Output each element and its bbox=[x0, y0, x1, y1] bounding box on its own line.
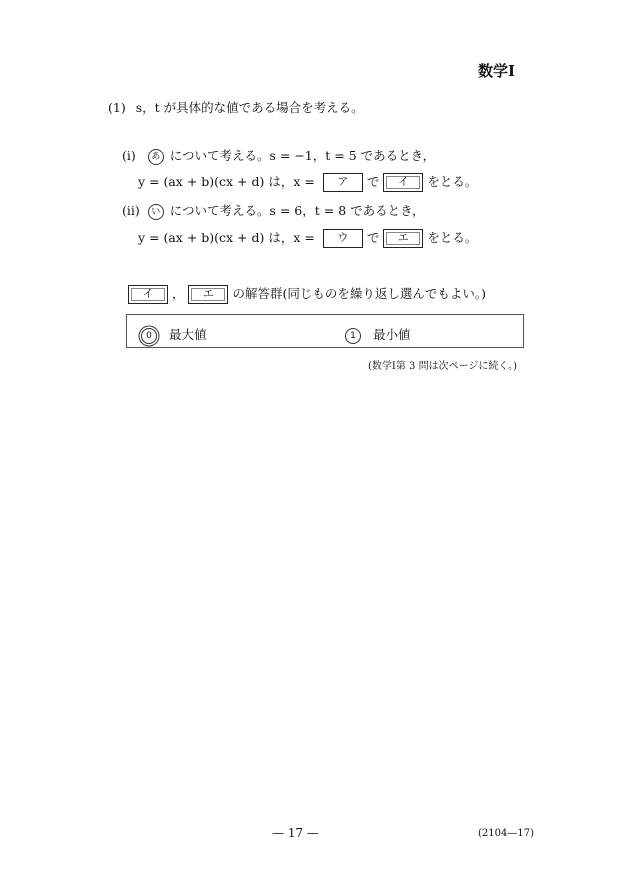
choice-0-mark: 0 bbox=[141, 328, 157, 344]
choice-1-label: 最小値 bbox=[372, 327, 411, 342]
choice-1-mark: 1 bbox=[345, 328, 361, 344]
choices-box-i: イ bbox=[128, 285, 168, 304]
part-ii-text: について考える。s = 6，t = 8 であるとき， bbox=[169, 203, 425, 218]
part-ii-expr: y = (ax + b)(cx + d) は，x = bbox=[138, 230, 315, 245]
part-ii-line1 bbox=[122, 201, 425, 220]
choice-1[interactable] bbox=[345, 325, 411, 344]
page-number: — 17 — bbox=[272, 826, 319, 840]
choices-header bbox=[128, 284, 486, 304]
question-number: (1) bbox=[108, 100, 126, 115]
subject-title: 数学Ⅰ bbox=[478, 62, 516, 80]
part-ii-mark: い bbox=[148, 204, 164, 220]
part-i-line1 bbox=[122, 146, 435, 165]
answer-box-i[interactable]: イ bbox=[383, 173, 423, 192]
part-ii-mid: で bbox=[366, 230, 380, 245]
choices-instruction: の解答群(同じものを繰り返し選んでもよい。) bbox=[232, 286, 486, 301]
page-code: (2104—17) bbox=[478, 828, 534, 839]
choices-box-e: エ bbox=[188, 285, 228, 304]
part-i-line2 bbox=[138, 172, 477, 192]
answer-box-a[interactable]: ア bbox=[323, 173, 363, 192]
part-ii-end: をとる。 bbox=[427, 230, 478, 245]
choice-0-label: 最大値 bbox=[168, 327, 207, 342]
part-ii-line2 bbox=[138, 228, 477, 248]
choices-separator: ， bbox=[171, 286, 185, 301]
part-i-mid: で bbox=[366, 174, 380, 189]
question-1-line bbox=[108, 98, 364, 116]
part-ii-number: (ii) bbox=[122, 203, 140, 218]
part-i-expr: y = (ax + b)(cx + d) は，x = bbox=[138, 174, 315, 189]
part-i-text: について考える。s = −1，t = 5 であるとき， bbox=[169, 148, 436, 163]
choice-0[interactable] bbox=[141, 325, 207, 344]
answer-box-e[interactable]: エ bbox=[383, 229, 423, 248]
answer-box-u[interactable]: ウ bbox=[323, 229, 363, 248]
question-text: s，t が具体的な値である場合を考える。 bbox=[135, 100, 364, 115]
continued-note: (数学Ⅰ第 3 問は次ページに続く。) bbox=[368, 361, 518, 372]
part-i-number: (i) bbox=[122, 148, 136, 163]
part-i-end: をとる。 bbox=[427, 174, 478, 189]
choices-box bbox=[126, 314, 524, 348]
part-i-mark: あ bbox=[148, 149, 164, 165]
